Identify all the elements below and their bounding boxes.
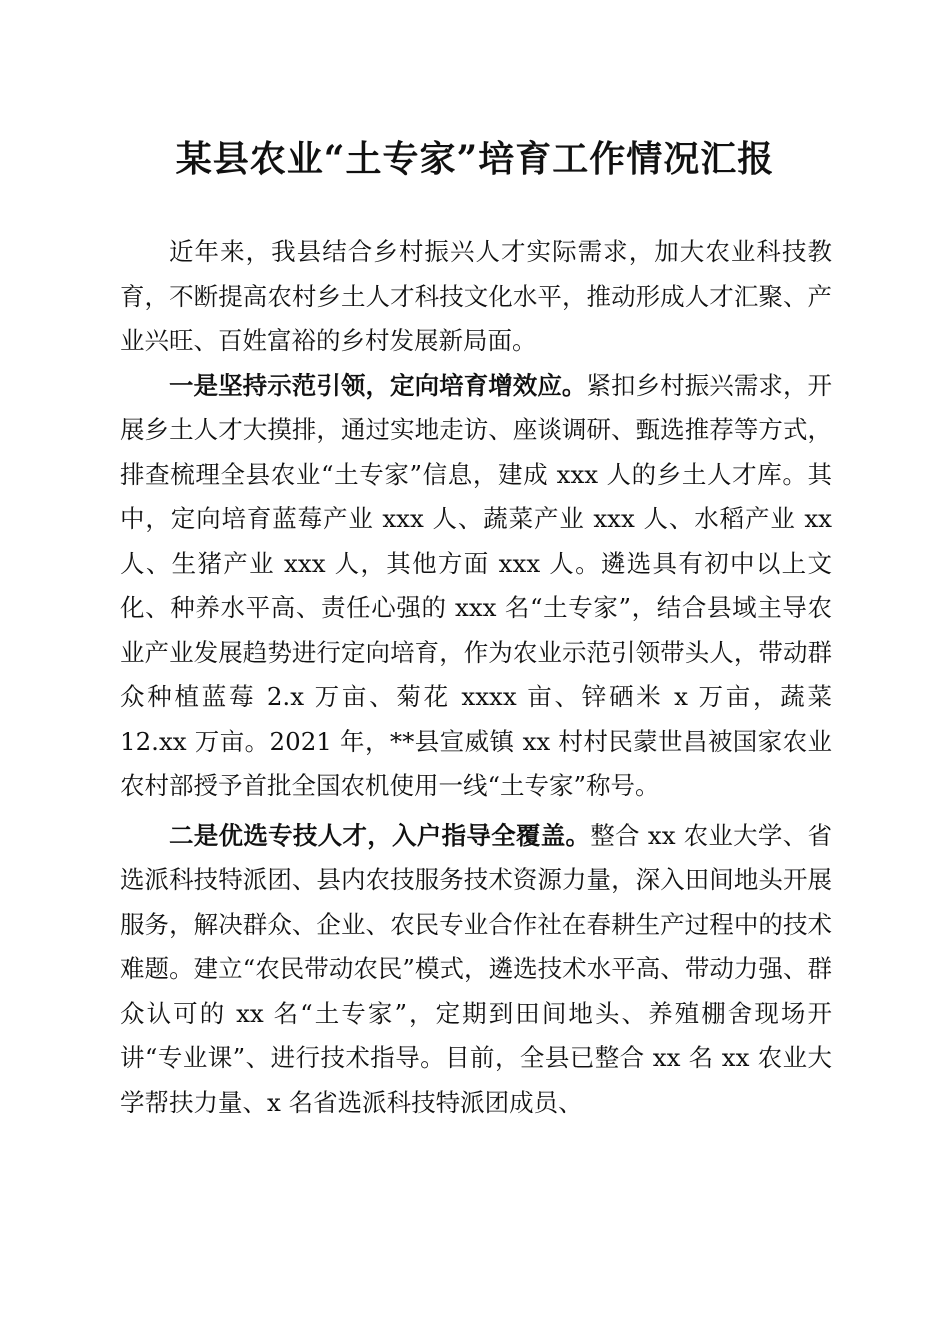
paragraph-point-one: [120, 364, 832, 809]
paragraph-text: 紧扣乡村振兴需求，开展乡土人才大摸排，通过实地走访、座谈调研、甄选推荐等方式，排查梳理全县农业“土专家”信息，建成 xxx 人的乡土人才库。其中，定向培育蓝莓产业 xxx 人、蔬菜产业 xxx 人、水稻产业 xx 人、生猪产业 xxx 人，其他方面 xxx 人。遴选具有初中以上文化、种养水平高、责任心强的 xxx 名“土专家”，结合县域主导农业产业发展趋势进行定向培育，作为农业示范引领带头人，带动群众种植蓝莓 2.x 万亩、菊花 xxxx 亩、锌硒米 x 万亩，蔬菜 12.xx 万亩。2021 年，**县宣威镇 xx 村村民蒙世昌被国家农业农村部授予首批全国农机使用一线“土专家”称号。: [120, 370, 833, 800]
paragraph-point-two: [120, 814, 832, 1126]
paragraph-lead: 一是坚持示范引领，定向培育增效应。: [169, 370, 587, 400]
paragraph-text: 近年来，我县结合乡村振兴人才实际需求，加大农业科技教育，不断提高农村乡土人才科技文化水平，推动形成人才汇聚、产业兴旺、百姓富裕的乡村发展新局面。: [120, 237, 832, 355]
paragraph-lead: 二是优选专技人才，入户指导全覆盖。: [169, 820, 591, 850]
paragraph-text: 整合 xx 农业大学、省选派科技特派团、县内农技服务技术资源力量，深入田间地头开展服务，解决群众、企业、农民专业合作社在春耕生产过程中的技术难题。建立“农民带动农民”模式，遴选技术水平高、带动力强、群众认可的 xx 名“土专家”，定期到田间地头、养殖棚舍现场开讲“专业课”、进行技术指导。目前，全县已整合 xx 名 xx 农业大学帮扶力量、x 名省选派科技特派团成员、: [120, 820, 832, 1117]
document-title: 某县农业“土专家”培育工作情况汇报: [175, 138, 775, 180]
paragraph-intro: [120, 230, 832, 364]
document-body: [120, 230, 832, 1125]
